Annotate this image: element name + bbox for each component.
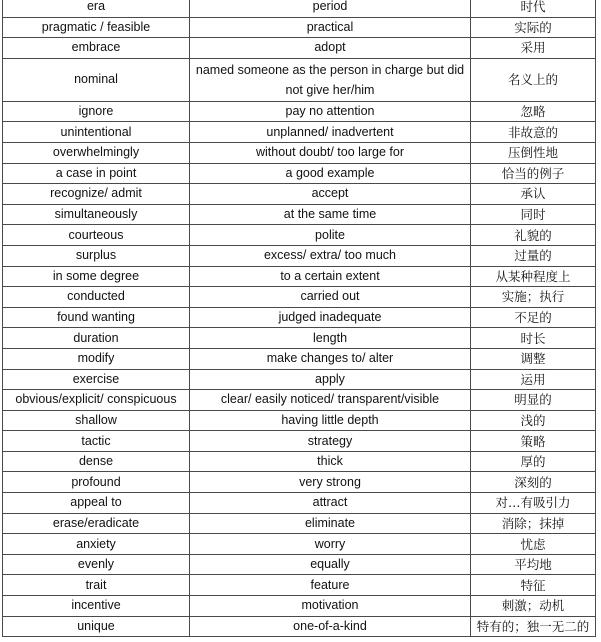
term-cell: a case in point [3, 163, 190, 184]
term-cell: courteous [3, 225, 190, 246]
table-row [3, 184, 596, 205]
term-cell: simultaneously [3, 204, 190, 225]
table-row [3, 513, 596, 534]
term-cell: era [3, 0, 190, 17]
synonym-cell: motivation [190, 596, 471, 617]
term-cell: overwhelmingly [3, 142, 190, 163]
synonym-cell: apply [190, 369, 471, 390]
term-cell: incentive [3, 596, 190, 617]
synonym-cell: equally [190, 554, 471, 575]
synonym-cell: pay no attention [190, 101, 471, 122]
term-cell: tactic [3, 431, 190, 452]
term-cell: conducted [3, 287, 190, 308]
chinese-cell: 压倒性地 [471, 142, 596, 163]
term-cell: found wanting [3, 307, 190, 328]
synonym-cell: to a certain extent [190, 266, 471, 287]
term-cell: shallow [3, 410, 190, 431]
table-row [3, 245, 596, 266]
table-row [3, 266, 596, 287]
term-cell: unique [3, 616, 190, 637]
table-row [3, 596, 596, 617]
synonym-cell: feature [190, 575, 471, 596]
chinese-cell: 承认 [471, 184, 596, 205]
table-row [3, 307, 596, 328]
chinese-cell: 对…有吸引力 [471, 493, 596, 514]
synonym-cell: accept [190, 184, 471, 205]
synonym-cell: polite [190, 225, 471, 246]
synonym-cell: without doubt/ too large for [190, 142, 471, 163]
table-row [3, 58, 596, 101]
chinese-cell: 浅的 [471, 410, 596, 431]
term-cell: embrace [3, 38, 190, 59]
term-cell: recognize/ admit [3, 184, 190, 205]
chinese-cell: 名义上的 [471, 58, 596, 101]
term-cell: ignore [3, 101, 190, 122]
chinese-cell: 平均地 [471, 554, 596, 575]
synonym-cell: carried out [190, 287, 471, 308]
synonym-cell: a good example [190, 163, 471, 184]
term-cell: exercise [3, 369, 190, 390]
chinese-cell: 消除；抹掉 [471, 513, 596, 534]
synonym-cell: one-of-a-kind [190, 616, 471, 637]
term-cell: evenly [3, 554, 190, 575]
term-cell: obvious/explicit/ conspicuous [3, 390, 190, 411]
table-row [3, 616, 596, 637]
chinese-cell: 礼貌的 [471, 225, 596, 246]
chinese-cell: 不足的 [471, 307, 596, 328]
table-row [3, 142, 596, 163]
table-row [3, 534, 596, 555]
table-row [3, 17, 596, 38]
term-cell: dense [3, 451, 190, 472]
table-row [3, 493, 596, 514]
term-cell: nominal [3, 58, 190, 101]
synonym-cell: having little depth [190, 410, 471, 431]
vocabulary-table [2, 0, 596, 637]
chinese-cell: 特有的；独一无二的 [471, 616, 596, 637]
term-cell: trait [3, 575, 190, 596]
table-row [3, 287, 596, 308]
synonym-cell: very strong [190, 472, 471, 493]
chinese-cell: 实际的 [471, 17, 596, 38]
chinese-cell: 采用 [471, 38, 596, 59]
synonym-cell: worry [190, 534, 471, 555]
synonym-cell: strategy [190, 431, 471, 452]
term-cell: in some degree [3, 266, 190, 287]
chinese-cell: 非故意的 [471, 122, 596, 143]
synonym-cell: attract [190, 493, 471, 514]
table-row [3, 554, 596, 575]
vocabulary-table-body [3, 0, 596, 637]
chinese-cell: 从某种程度上 [471, 266, 596, 287]
chinese-cell: 深刻的 [471, 472, 596, 493]
table-row [3, 575, 596, 596]
synonym-cell: practical [190, 17, 471, 38]
synonym-cell: eliminate [190, 513, 471, 534]
chinese-cell: 时长 [471, 328, 596, 349]
synonym-cell: period [190, 0, 471, 17]
term-cell: profound [3, 472, 190, 493]
table-row [3, 451, 596, 472]
chinese-cell: 同时 [471, 204, 596, 225]
chinese-cell: 恰当的例子 [471, 163, 596, 184]
synonym-cell: clear/ easily noticed/ transparent/visible [190, 390, 471, 411]
table-row [3, 122, 596, 143]
synonym-cell: excess/ extra/ too much [190, 245, 471, 266]
table-row [3, 101, 596, 122]
synonym-cell: named someone as the person in charge but did not give her/him [190, 58, 471, 101]
synonym-cell: adopt [190, 38, 471, 59]
table-row [3, 369, 596, 390]
table-row [3, 0, 596, 17]
table-row [3, 204, 596, 225]
chinese-cell: 忽略 [471, 101, 596, 122]
term-cell: unintentional [3, 122, 190, 143]
synonym-cell: at the same time [190, 204, 471, 225]
synonym-cell: length [190, 328, 471, 349]
synonym-cell: unplanned/ inadvertent [190, 122, 471, 143]
chinese-cell: 明显的 [471, 390, 596, 411]
term-cell: surplus [3, 245, 190, 266]
table-row [3, 348, 596, 369]
table-row [3, 163, 596, 184]
table-row [3, 225, 596, 246]
chinese-cell: 厚的 [471, 451, 596, 472]
table-row [3, 390, 596, 411]
term-cell: anxiety [3, 534, 190, 555]
table-row [3, 328, 596, 349]
term-cell: modify [3, 348, 190, 369]
term-cell: appeal to [3, 493, 190, 514]
chinese-cell: 策略 [471, 431, 596, 452]
table-row [3, 431, 596, 452]
chinese-cell: 特征 [471, 575, 596, 596]
table-row [3, 38, 596, 59]
table-row [3, 472, 596, 493]
term-cell: duration [3, 328, 190, 349]
chinese-cell: 调整 [471, 348, 596, 369]
term-cell: pragmatic / feasible [3, 17, 190, 38]
chinese-cell: 运用 [471, 369, 596, 390]
chinese-cell: 忧虑 [471, 534, 596, 555]
chinese-cell: 时代 [471, 0, 596, 17]
chinese-cell: 实施；执行 [471, 287, 596, 308]
synonym-cell: make changes to/ alter [190, 348, 471, 369]
synonym-cell: judged inadequate [190, 307, 471, 328]
chinese-cell: 过量的 [471, 245, 596, 266]
table-row [3, 410, 596, 431]
synonym-cell: thick [190, 451, 471, 472]
term-cell: erase/eradicate [3, 513, 190, 534]
chinese-cell: 刺激；动机 [471, 596, 596, 617]
